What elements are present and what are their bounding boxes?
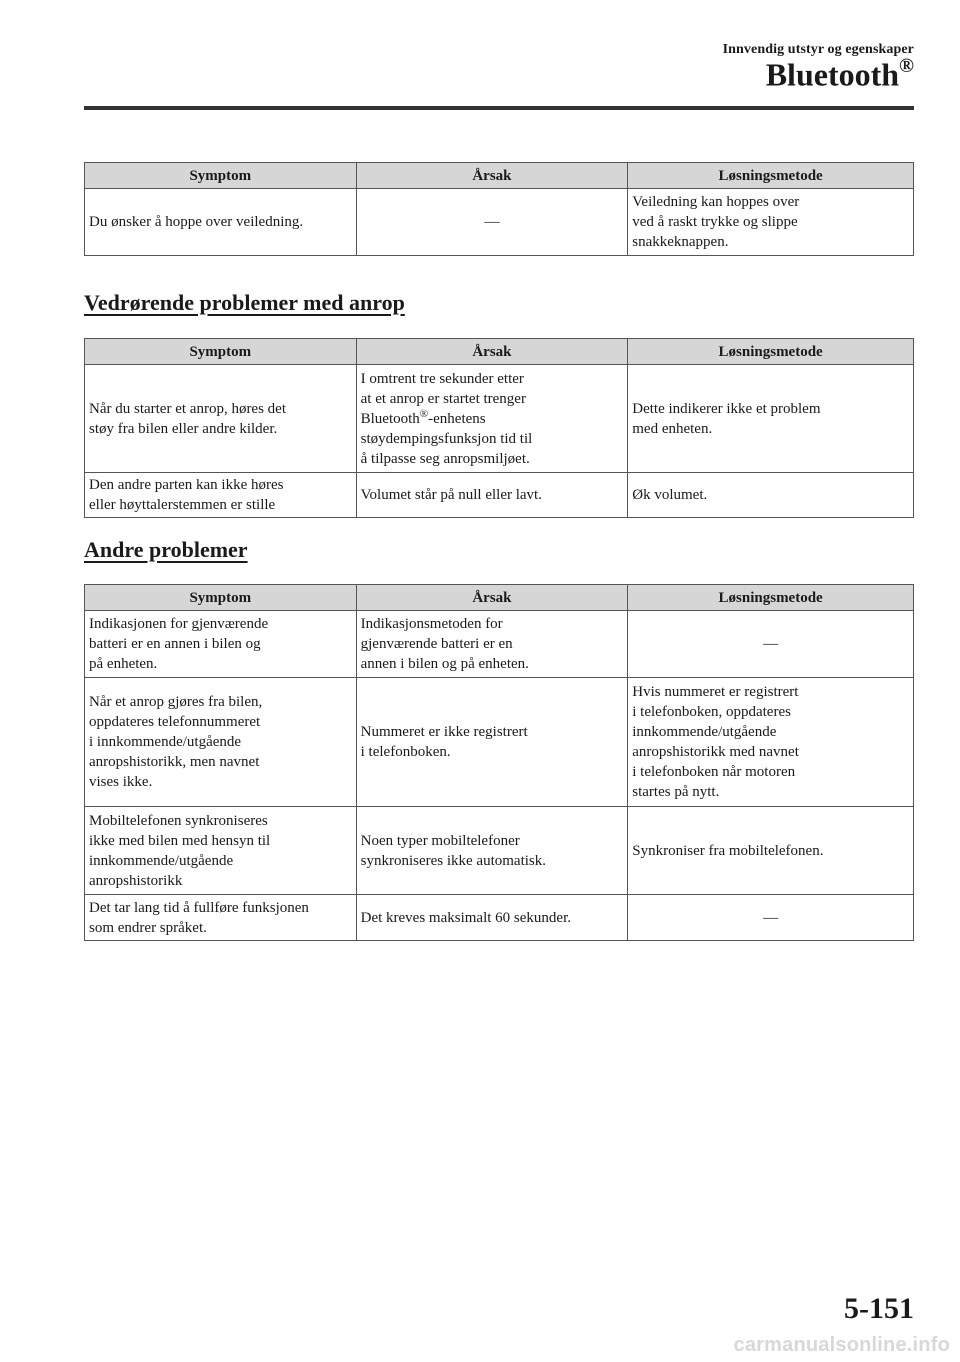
- cell-cause: [356, 365, 628, 473]
- cell-cause: [356, 189, 628, 256]
- cell-symptom: [85, 473, 357, 518]
- table-row: [85, 895, 914, 941]
- table-row: [85, 473, 914, 518]
- cell-line: støydempingsfunksjon tid til: [360, 430, 533, 447]
- cell-line: Nummeret er ikke registrert: [360, 724, 528, 740]
- header-solution: Løsningsmetode: [628, 585, 914, 611]
- cell-line: Øk volumet.: [632, 487, 708, 503]
- table-row: [85, 807, 914, 895]
- cell-line: —: [484, 214, 500, 230]
- header-title-text: Bluetooth: [765, 56, 900, 93]
- cell-line: Synkroniser fra mobiltelefonen.: [632, 842, 824, 859]
- cell-line: i telefonboken når motoren: [632, 764, 796, 780]
- cell-line: Noen typer mobiltelefoner: [360, 832, 520, 849]
- cell-solution: [628, 895, 914, 941]
- cell-line: —: [763, 909, 779, 926]
- cell-line: Dette indikerer ikke et problem: [632, 400, 821, 417]
- cell-text: -enhetens: [428, 410, 486, 427]
- header-symptom: Symptom: [85, 585, 357, 611]
- cell-line: i telefonboken, oppdateres: [632, 704, 791, 720]
- table-header-row: [85, 585, 914, 611]
- cell-line: anropshistorikk med navnet: [632, 744, 799, 760]
- page-header-title: [765, 55, 914, 93]
- cell-line: Når et anrop gjøres fra bilen,: [89, 694, 263, 710]
- cell-line: annen i bilen og på enheten.: [360, 656, 529, 672]
- cell-symptom: [85, 365, 357, 473]
- cell-symptom: [85, 189, 357, 256]
- cell-line: Indikasjonsmetoden for: [360, 616, 503, 632]
- header-solution: Løsningsmetode: [628, 163, 914, 189]
- cell-line: gjenværende batteri er en: [360, 636, 513, 652]
- cell-cause: [356, 473, 628, 518]
- header-symptom: Symptom: [85, 339, 357, 365]
- cell-symptom: [85, 611, 357, 678]
- cell-line: i telefonboken.: [360, 744, 451, 760]
- table-header-row: [85, 163, 914, 189]
- table-row: [85, 365, 914, 473]
- cell-line: med enheten.: [632, 420, 713, 437]
- cell-cause: [356, 807, 628, 895]
- cell-line: Den andre parten kan ikke høres: [89, 477, 284, 493]
- header-symptom: Symptom: [85, 163, 357, 189]
- table-skip-guidance: [84, 162, 914, 256]
- cell-line: vises ikke.: [89, 774, 153, 790]
- cell-line: synkroniseres ikke automatisk.: [360, 852, 547, 869]
- cell-symptom: [85, 895, 357, 941]
- section-title-calls: Vedrørende problemer med anrop: [84, 290, 405, 315]
- cell-solution: [628, 365, 914, 473]
- cell-line: Når du starter et anrop, høres det: [89, 400, 287, 417]
- cell-cause: [356, 678, 628, 807]
- cell-line: innkommende/utgående: [632, 724, 777, 740]
- table-other-problems: [84, 584, 914, 941]
- cell-line: —: [763, 636, 779, 652]
- cell-line: på enheten.: [89, 656, 158, 672]
- cell-line: [361, 409, 624, 429]
- cell-solution: [628, 807, 914, 895]
- cell-solution: [628, 473, 914, 518]
- cell-line: snakkeknappen.: [632, 234, 729, 250]
- cell-line: ikke med bilen med hensyn til: [89, 832, 271, 849]
- cell-line: Hvis nummeret er registrert: [632, 684, 799, 700]
- cell-line: eller høyttalerstemmen er stille: [89, 497, 276, 513]
- cell-line: innkommende/utgående: [89, 852, 234, 869]
- table-row: [85, 611, 914, 678]
- header-cause: Årsak: [356, 163, 628, 189]
- registered-mark: ®: [899, 55, 914, 77]
- section-title-other: Andre problemer: [84, 537, 248, 562]
- header-solution: Løsningsmetode: [628, 339, 914, 365]
- header-cause: Årsak: [356, 339, 628, 365]
- table-row: [85, 678, 914, 807]
- table-header-row: [85, 339, 914, 365]
- cell-line: Det tar lang tid å fullføre funksjonen: [89, 899, 309, 916]
- header-cause: Årsak: [356, 585, 628, 611]
- watermark: carmanualsonline.info: [733, 1334, 950, 1356]
- cell-solution: [628, 678, 914, 807]
- cell-solution: [628, 189, 914, 256]
- cell-symptom: [85, 807, 357, 895]
- cell-line: støy fra bilen eller andre kilder.: [89, 420, 278, 437]
- cell-line: anropshistorikk, men navnet: [89, 754, 260, 770]
- page-header-chapter: Innvendig utstyr og egenskaper: [722, 42, 914, 57]
- cell-line: i innkommende/utgående: [89, 734, 242, 750]
- cell-line: Det kreves maksimalt 60 sekunder.: [360, 909, 571, 926]
- cell-line: Volumet står på null eller lavt.: [360, 487, 542, 503]
- table-row: [85, 189, 914, 256]
- header-rule: [84, 106, 914, 110]
- page-number: 5-151: [844, 1292, 914, 1325]
- cell-text: Bluetooth: [360, 410, 420, 427]
- cell-line: startes på nytt.: [632, 784, 720, 800]
- cell-cause: [356, 611, 628, 678]
- registered-mark: ®: [419, 407, 429, 420]
- cell-line: å tilpasse seg anropsmiljøet.: [360, 450, 530, 467]
- cell-line: Veiledning kan hoppes over: [632, 194, 800, 210]
- cell-line: I omtrent tre sekunder etter: [360, 370, 524, 387]
- cell-line: Indikasjonen for gjenværende: [89, 616, 269, 632]
- cell-line: oppdateres telefonnummeret: [89, 714, 261, 730]
- cell-cause: [356, 895, 628, 941]
- cell-symptom: [85, 678, 357, 807]
- cell-line: ved å raskt trykke og slippe: [632, 214, 798, 230]
- table-call-problems: [84, 338, 914, 518]
- cell-solution: [628, 611, 914, 678]
- cell-line: at et anrop er startet trenger: [360, 390, 526, 407]
- cell-line: Mobiltelefonen synkroniseres: [89, 812, 268, 829]
- cell-line: batteri er en annen i bilen og: [89, 636, 261, 652]
- cell-line: som endrer språket.: [89, 919, 207, 936]
- cell-line: Du ønsker å hoppe over veiledning.: [89, 214, 304, 230]
- cell-line: anropshistorikk: [89, 872, 183, 889]
